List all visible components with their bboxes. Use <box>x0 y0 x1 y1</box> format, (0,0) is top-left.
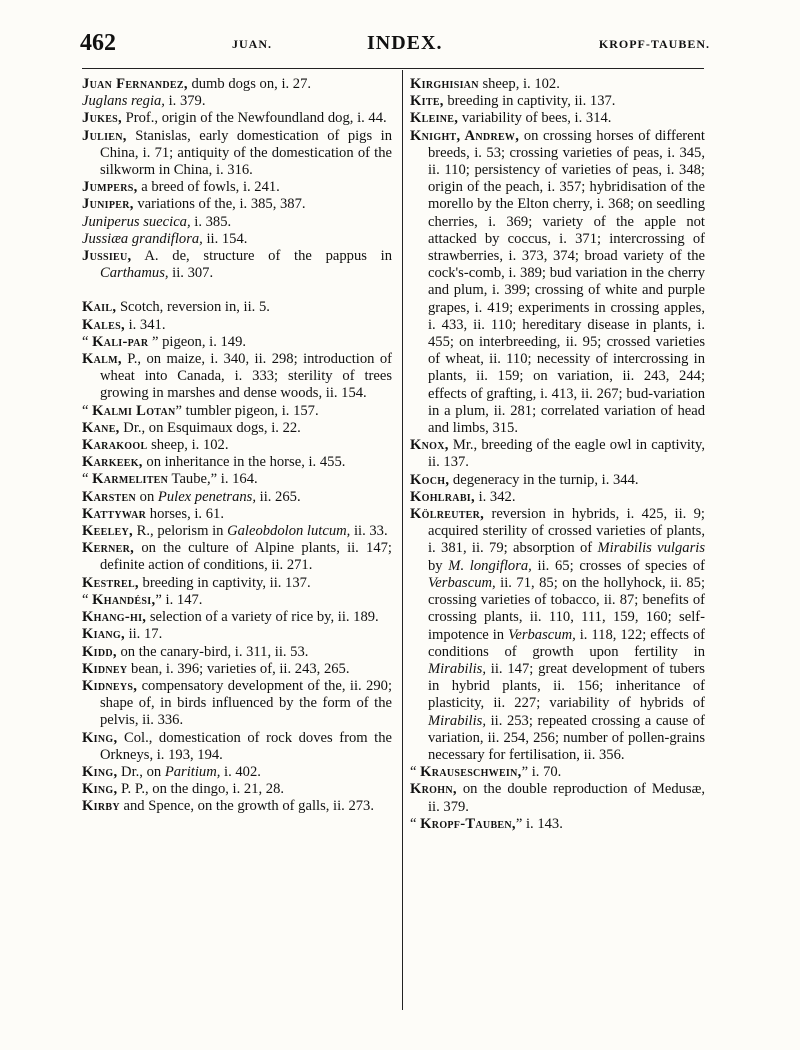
left-index-entry <box>82 609 392 626</box>
entry-headword: Kalmi Lotan <box>92 402 176 419</box>
right-running-head: KROPF-TAUBEN. <box>598 37 710 51</box>
entry-italic: Galeobdolon lutcum, <box>227 523 351 540</box>
entry-text: R., pelorism in <box>133 523 228 540</box>
entry-text: Stanislas, early domestication of pigs in China, i. 71; antiquity of the domestication of the silkworm in China, i. 316. <box>100 127 392 179</box>
entry-headword: Khang-hi, <box>82 609 147 626</box>
entry-text: on crossing horses of different breeds, i. 53; crossing varieties of peas, i. 345, ii. 110; persistency of varieties of peas, i. 348; origin of the peach, i. 357; hybridisation of the morello by the Elton cherry, i. 368; on seedling cherries, i. 369; variety of the apple not attacked by coccus, i. 371; intercrossing of strawberries, i. 373, 374; broad variety of the cock's-comb, i. 389; bud variation in the cherry and plum, i. 399; crossing of white and purple grapes, i. 419; experiments in crossing apples, i. 433, ii. 110; hereditary disease in plants, i. 455; on interbreeding, ii. 95; crossed varieties of wheat, ii. 110; necessity of intercrossing in plants, ii. 159; on variation, ii. 243, 244; effects of grafting, i. 413, ii. 267; bud-variation in a plum, ii. 281; correlated variation of head and limbs, 315. <box>428 127 705 437</box>
entry-italic: Paritium, <box>164 763 221 780</box>
left-index-entry <box>82 196 392 213</box>
entry-text: Prof., origin of the Newfoundland dog, i. 44. <box>121 110 387 127</box>
entry-headword: King, <box>82 729 118 746</box>
left-index-entry <box>82 128 392 180</box>
entry-headword: Juniper, <box>82 196 134 213</box>
entry-headword-italic: Jussiæa grandiflora, <box>82 230 203 247</box>
entry-text: A. de, structure of the pappus in <box>131 248 392 265</box>
entry-text: on <box>136 488 158 505</box>
entry-headword: Kidney <box>82 660 128 677</box>
entry-text: degeneracy in the turnip, i. 344. <box>449 471 639 488</box>
entry-text: compensatory development of the, ii. 290; shape of, in birds influenced by the form of the pelvis, ii. 336. <box>100 677 392 729</box>
left-index-entry <box>82 489 392 506</box>
left-index-entry <box>82 626 392 643</box>
left-index-entry <box>82 317 392 334</box>
entry-italic: Mirabilis vulgaris <box>597 540 705 557</box>
entry-text: ” i. 70. <box>521 764 562 781</box>
entry-text: reversion in hybrids, i. 425, ii. 9; acquired sterility of crossed varieties of plants, i. 381, ii. 79; absorption of <box>428 506 705 557</box>
entry-headword: Kerner, <box>82 540 135 557</box>
entry-headword: Kidd, <box>82 643 117 660</box>
left-column <box>82 76 392 816</box>
entry-headword: King, <box>82 781 118 798</box>
section-gap <box>82 282 392 299</box>
entry-headword: Kidneys, <box>82 677 138 694</box>
right-index-entry <box>410 506 705 764</box>
right-index-entry <box>410 472 705 489</box>
right-index-entry <box>410 76 705 93</box>
entry-headword: Jukes, <box>82 110 122 127</box>
page-title: INDEX. <box>367 32 443 54</box>
entry-headword: Karkeek, <box>82 454 143 471</box>
left-index-entry <box>82 403 392 420</box>
left-index-entry <box>82 471 392 488</box>
entry-text: i. 341. <box>124 316 166 333</box>
entry-headword: Kölreuter, <box>410 506 485 523</box>
entry-headword: Kite, <box>410 93 444 110</box>
entry-headword-italic: Juglans regia, <box>82 93 165 110</box>
entry-text: Taube,” i. 164. <box>168 471 258 488</box>
left-index-entry <box>82 644 392 661</box>
entry-text: Mr., breeding of the eagle owl in captivity, ii. 137. <box>428 437 705 471</box>
entry-text: ” i. 147. <box>155 591 203 608</box>
entry-headword: Julien, <box>82 127 127 144</box>
entry-text: Col., domestication of rock doves from the Orkneys, i. 193, 194. <box>100 729 392 763</box>
entry-text: dumb dogs on, i. 27. <box>187 76 312 92</box>
open-quote: “ <box>82 591 93 608</box>
entry-text: i. 379. <box>164 93 206 110</box>
open-quote: “ <box>82 402 93 419</box>
entry-headword: Kohlrabi, <box>410 488 475 505</box>
left-index-entry <box>82 437 392 454</box>
entry-italic: Mirabilis, <box>428 712 486 729</box>
entry-text: ii. 17. <box>124 626 163 643</box>
left-index-entry <box>82 454 392 471</box>
entry-headword: Koch, <box>410 471 450 488</box>
left-index-entry <box>82 798 392 815</box>
entry-headword: Kropf-Tauben, <box>420 815 516 832</box>
entry-text: by <box>428 557 449 574</box>
right-index-entry <box>410 816 705 833</box>
entry-headword: Keeley, <box>82 523 134 540</box>
entry-headword: Kirby <box>82 798 120 815</box>
entry-headword: Kali-par <box>92 333 149 350</box>
entry-text: breeding in captivity, ii. 137. <box>138 574 311 591</box>
left-index-entry <box>82 76 392 93</box>
entry-text: ” i. 143. <box>515 815 563 832</box>
entry-headword: Kirghisian <box>410 76 479 92</box>
entry-headword: Karsten <box>82 488 137 505</box>
entry-text: ii. 154. <box>202 230 248 247</box>
open-quote: “ <box>82 333 93 350</box>
entry-text: Dr., on Esquimaux dogs, i. 22. <box>119 419 301 436</box>
entry-text: P., on maize, i. 340, ii. 298; introduction of wheat into Canada, i. 333; sterility of trees growing in marshes and dense woods, ii. 154. <box>100 351 392 402</box>
entry-text: ii. 147; great development of tubers in hybrid plants, ii. 156; inheritance of plasticity, ii. 227; variability of hybrids of <box>428 660 705 712</box>
entry-text: sheep, i. 102. <box>478 76 560 92</box>
entry-headword: Kiang, <box>82 626 125 643</box>
entry-text: on inheritance in the horse, i. 455. <box>142 454 346 471</box>
right-index-entry <box>410 128 705 438</box>
right-index-entry <box>410 489 705 506</box>
left-index-entry <box>82 523 392 540</box>
left-running-head: JUAN. <box>232 37 272 51</box>
right-index-entry <box>410 110 705 127</box>
entry-italic: Pulex penetrans, <box>157 488 256 505</box>
left-index-entry <box>82 592 392 609</box>
entry-text: ii. 33. <box>350 523 388 540</box>
left-index-entry <box>82 730 392 764</box>
left-index-entry <box>82 661 392 678</box>
entry-headword: Kestrel, <box>82 574 139 591</box>
entry-headword: Kane, <box>82 419 120 436</box>
entry-headword: Karmeliten <box>92 471 169 488</box>
left-index-entry <box>82 299 392 316</box>
entry-text: Scotch, reversion in, ii. 5. <box>116 299 270 316</box>
entry-italic: Carthamus, <box>100 265 169 282</box>
entry-text: sheep, i. 102. <box>147 437 229 454</box>
right-index-entry <box>410 781 705 815</box>
open-quote: “ <box>410 815 421 832</box>
entry-text: on the double reproduction of Medusæ, ii. 379. <box>428 781 705 815</box>
entry-headword: Kattywar <box>82 505 147 522</box>
entry-headword: King, <box>82 763 118 780</box>
left-index-entry <box>82 351 392 403</box>
entry-headword: Juan Fernandez, <box>82 76 188 92</box>
entry-text: ii. 71, 85; on the hollyhock, ii. 85; crossing varieties of tobacco, ii. 87; benefits of crossing plants, ii. 110, 111, 159, 160; self-impotence in <box>428 574 705 643</box>
entry-headword: Kleine, <box>410 110 459 127</box>
entry-italic: Verbascum, <box>428 574 496 591</box>
right-index-entry <box>410 93 705 110</box>
entry-text: ” pigeon, i. 149. <box>148 333 247 350</box>
entry-headword: Jumpers, <box>82 179 138 196</box>
left-index-entry <box>82 506 392 523</box>
left-index-entry <box>82 540 392 574</box>
entry-text: variability of bees, i. 314. <box>458 110 612 127</box>
entry-headword: Kalm, <box>82 351 122 368</box>
entry-text: i. 118, 122; effects of conditions of growth upon fertility in <box>428 626 705 660</box>
entry-italic: Verbascum, <box>508 626 576 643</box>
entry-text: ii. 253; repeated crossing a cause of variation, ii. 254, 256; number of pollen-grains necessary for fertilisation, ii. 356. <box>428 712 705 763</box>
left-index-entry <box>82 110 392 127</box>
entry-text: ii. 265. <box>256 488 301 505</box>
entry-headword: Knight, Andrew, <box>410 127 520 144</box>
right-index-entry <box>410 437 705 471</box>
entry-text: i. 385. <box>190 213 232 230</box>
left-index-entry <box>82 179 392 196</box>
left-index-entry <box>82 334 392 351</box>
right-column <box>410 76 705 833</box>
entry-headword: Karakool <box>82 437 148 454</box>
left-index-entry <box>82 764 392 781</box>
entry-text: Dr., on <box>117 763 165 780</box>
column-divider <box>402 70 403 1010</box>
entry-text: and Spence, on the growth of galls, ii. 273. <box>119 798 374 815</box>
open-quote: “ <box>410 764 421 781</box>
entry-headword: Kales, <box>82 316 125 333</box>
entry-text: P. P., on the dingo, i. 21, 28. <box>117 781 285 798</box>
entry-text: variations of the, i. 385, 387. <box>133 196 306 213</box>
left-index-entry <box>82 781 392 798</box>
left-index-entry <box>82 678 392 730</box>
entry-text: bean, i. 396; varieties of, ii. 243, 265. <box>127 660 350 677</box>
page-number: 462 <box>80 30 116 56</box>
entry-text: on the culture of Alpine plants, ii. 147; definite action of conditions, ii. 271. <box>100 540 392 574</box>
entry-text: ” tumbler pigeon, i. 157. <box>175 402 319 419</box>
header-rule <box>82 68 704 69</box>
entry-italic: M. longiflora, <box>448 557 532 574</box>
open-quote: “ <box>82 471 93 488</box>
left-index-entry <box>82 214 392 231</box>
left-index-entry <box>82 420 392 437</box>
running-header <box>80 30 710 64</box>
entry-text: on the canary-bird, i. 311, ii. 53. <box>116 643 309 660</box>
left-index-entry <box>82 93 392 110</box>
entry-headword-italic: Juniperus suecica, <box>82 213 191 230</box>
entry-headword: Krauseschwein, <box>420 764 522 781</box>
left-index-entry <box>82 575 392 592</box>
right-index-entry <box>410 764 705 781</box>
entry-headword: Krohn, <box>410 781 457 798</box>
entry-text: ii. 65; crosses of species of <box>531 557 705 574</box>
left-index-entry <box>82 248 392 282</box>
entry-headword: Jussieu, <box>82 248 132 265</box>
left-index-entry <box>82 231 392 248</box>
entry-italic: Mirabilis, <box>428 660 486 677</box>
entry-text: ii. 307. <box>168 265 214 282</box>
entry-text: a breed of fowls, i. 241. <box>137 179 280 196</box>
entry-text: selection of a variety of rice by, ii. 189. <box>146 609 379 626</box>
entry-headword: Khandési, <box>92 591 156 608</box>
entry-headword: Kail, <box>82 299 117 316</box>
entry-text: horses, i. 61. <box>146 505 224 522</box>
entry-headword: Knox, <box>410 437 449 454</box>
entry-text: i. 342. <box>474 488 516 505</box>
entry-text: i. 402. <box>220 763 261 780</box>
entry-text: breeding in captivity, ii. 137. <box>443 93 616 110</box>
